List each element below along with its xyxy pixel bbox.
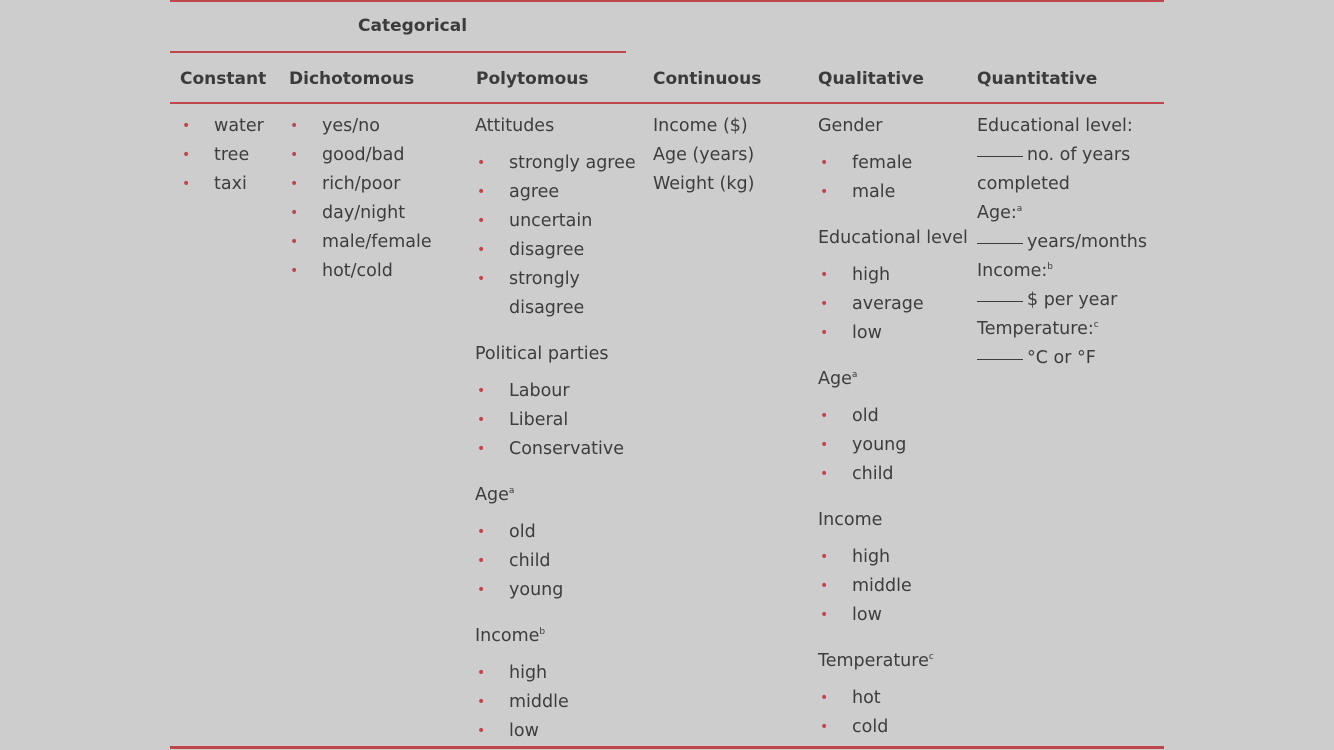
temperature-list [818,684,968,742]
list-item: • Liberal [475,406,636,435]
continuous-item: Age (years) [653,145,755,165]
bullet-icon: • [820,325,829,341]
bullet-icon: • [477,582,486,598]
age-label: Age$^a$ [475,485,515,505]
list-item: • hot/cold [288,257,432,286]
age-list [818,402,968,489]
bullet-icon: • [182,118,191,134]
bullet-icon: • [290,176,299,192]
list-item: • high [818,261,968,290]
edu-value-cont: completed [977,174,1070,194]
bullet-icon: • [820,408,829,424]
list-item: • male/female [288,228,432,257]
edu-label: Educational level: [977,116,1133,136]
attitudes-list [475,149,636,323]
column-qualitative [818,112,968,742]
edu-list [818,261,968,348]
column-polytomous [475,112,636,746]
parties-list [475,377,636,464]
bullet-icon: • [820,578,829,594]
list-item: • tree [180,141,264,170]
list-item: • disagree [475,236,636,265]
gender-list [818,149,968,207]
header-continuous: Continuous [653,69,762,89]
bullet-icon: • [477,383,486,399]
list-item: • old [818,402,968,431]
list-item: • uncertain [475,207,636,236]
bullet-icon: • [182,176,191,192]
bullet-icon: • [290,205,299,221]
column-continuous [653,112,754,199]
bullet-icon: • [477,694,486,710]
list-item: • child [475,547,636,576]
categorical-group-header: Categorical [358,16,468,36]
list-item: • average [818,290,968,319]
educational-level-label: Educational level [818,228,968,248]
list-item: • female [818,149,968,178]
dichotomous-list [288,112,432,286]
temperature-value: °C or °F [977,344,1147,373]
bullet-icon: • [477,553,486,569]
list-item: • middle [818,572,968,601]
blank-line [977,243,1023,244]
list-item: • water [180,112,264,141]
gender-label: Gender [818,116,883,136]
income-list [475,659,636,746]
income-label: Income$^b$ [475,626,546,646]
list-item: • cold [818,713,968,742]
continuous-item: Income ($) [653,116,748,136]
age-value: years/months [977,228,1147,257]
edu-value: no. of years [977,141,1147,170]
list-item: • strongly disagree [475,265,609,323]
list-item: • low [818,601,968,630]
attitudes-label: Attitudes [475,116,555,136]
bullet-icon: • [820,184,829,200]
bullet-icon: • [477,665,486,681]
categorical-group-rule [170,51,626,53]
bullet-icon: • [477,213,486,229]
list-item: • yes/no [288,112,432,141]
bullet-icon: • [477,184,486,200]
blank-line [977,359,1023,360]
table-top-rule [170,0,1164,2]
political-parties-label: Political parties [475,344,609,364]
constant-list [180,112,264,199]
bullet-icon: • [820,437,829,453]
header-polytomous: Polytomous [476,69,589,89]
list-item: • day/night [288,199,432,228]
bullet-icon: • [477,412,486,428]
table-bottom-rule [170,746,1164,749]
age-label: Age:$^a$ [977,203,1023,223]
list-item: • high [818,543,968,572]
header-dichotomous: Dichotomous [289,69,415,89]
bullet-icon: • [477,524,486,540]
temperature-label: Temperature$^c$ [818,651,934,671]
blank-line [977,301,1023,302]
bullet-icon: • [820,155,829,171]
bullet-icon: • [290,147,299,163]
list-item: • hot [818,684,968,713]
bullet-icon: • [820,296,829,312]
column-dichotomous [288,112,432,286]
list-item: • strongly agree [475,149,636,178]
temperature-label: Temperature:$^c$ [977,319,1099,339]
income-label: Income [818,510,883,530]
income-list [818,543,968,630]
list-item: • Conservative [475,435,636,464]
bullet-icon: • [477,441,486,457]
list-item: • young [475,576,636,605]
continuous-item: Weight (kg) [653,174,755,194]
header-rule [170,102,1164,104]
bullet-icon: • [820,267,829,283]
column-quantitative [977,112,1147,373]
list-item: • middle [475,688,636,717]
list-item: • good/bad [288,141,432,170]
header-quantitative: Quantitative [977,69,1098,89]
column-constant [180,112,264,199]
bullet-icon: • [820,607,829,623]
bullet-icon: • [820,690,829,706]
age-list [475,518,636,605]
income-value: $ per year [977,286,1147,315]
list-item: • male [818,178,968,207]
list-item: • low [818,319,968,348]
bullet-icon: • [477,242,486,258]
bullet-icon: • [182,147,191,163]
bullet-icon: • [290,263,299,279]
list-item: • rich/poor [288,170,432,199]
list-item: • Labour [475,377,636,406]
list-item: • high [475,659,636,688]
header-constant: Constant [180,69,267,89]
header-qualitative: Qualitative [818,69,924,89]
age-label: Age$^a$ [818,369,858,389]
income-label: Income:$^b$ [977,261,1054,281]
list-item: • agree [475,178,636,207]
list-item: • old [475,518,636,547]
bullet-icon: • [820,719,829,735]
bullet-icon: • [477,155,486,171]
list-item: • child [818,460,968,489]
bullet-icon: • [477,723,486,739]
list-item: • taxi [180,170,264,199]
bullet-icon: • [290,234,299,250]
bullet-icon: • [290,118,299,134]
blank-line [977,156,1023,157]
bullet-icon: • [477,271,486,287]
bullet-icon: • [820,466,829,482]
list-item: • young [818,431,968,460]
list-item: • low [475,717,636,746]
bullet-icon: • [820,549,829,565]
